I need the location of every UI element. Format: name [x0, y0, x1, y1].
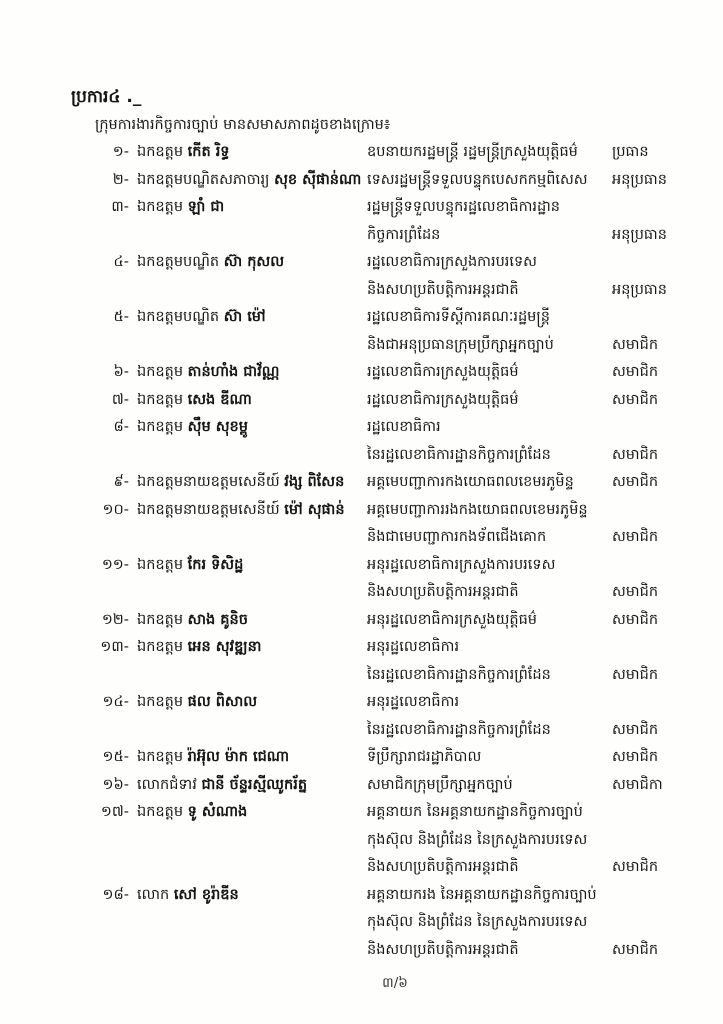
- member-title: ឯកឧត្តម: [137, 556, 184, 573]
- member-position: សមាជិក: [612, 529, 659, 545]
- member-identity: [95, 139, 367, 167]
- member-name: ទូ សំណាង: [187, 804, 248, 820]
- member-identity: [95, 497, 367, 525]
- page-number: ៣/៦: [382, 975, 408, 991]
- member-identity: [95, 304, 367, 332]
- member-position: សមាជិកា: [612, 776, 663, 793]
- member-role-line: អនុរដ្ឋលេខាធិការ: [367, 639, 460, 655]
- member-position: សមាជិក: [612, 666, 659, 683]
- member-name: កែរ ទិសិដ្ឋ: [187, 556, 244, 573]
- member-role: [367, 469, 610, 497]
- member-title: ឯកឧត្តមបណ្ឌិត: [137, 254, 220, 270]
- member-role: [367, 387, 610, 415]
- member-role-line: អគ្គមេបញ្ជាការកងយោធពលខេមរភូមិន្ទ: [367, 474, 574, 490]
- member-name: ឡាំ ជា: [187, 199, 225, 215]
- member-role: [367, 249, 610, 304]
- member-number: ១០-: [102, 501, 129, 518]
- member-position: សមាជិក: [612, 859, 659, 875]
- member-identity: [95, 387, 367, 415]
- member-row: [95, 882, 697, 965]
- member-position: សមាជិក: [612, 474, 659, 490]
- member-role-line: អគ្គមេបញ្ជាការរងកងយោធពលខេមរភូមិន្ទ: [367, 501, 588, 518]
- member-title: ឯកឧត្តម: [137, 749, 184, 765]
- member-number: ៥-: [113, 309, 129, 325]
- member-name: ផល ពិសាល: [187, 694, 258, 710]
- member-identity: [95, 634, 367, 662]
- member-role-line: និងសហប្រតិបត្តិការអន្តរជាតិ: [367, 859, 519, 875]
- member-number: ១២-: [101, 611, 129, 628]
- member-identity: [95, 359, 367, 387]
- member-role-line: រដ្ឋលេខាធិការក្រសួងយុត្តិធម៌: [367, 391, 519, 408]
- member-row: [95, 139, 697, 167]
- member-role-line: រដ្ឋលេខាធិការទីស្តីការគណៈរដ្ឋមន្ត្រី: [367, 309, 550, 325]
- member-name: តាន់ហាំង ជាវ័ណ្ណ: [187, 364, 280, 380]
- member-role-line: ឧបនាយករដ្ឋមន្ត្រី រដ្ឋមន្ត្រីក្រសួងយុត្តិធម៌: [367, 144, 578, 160]
- member-position: សមាជិក: [612, 446, 659, 463]
- member-row: [95, 359, 697, 387]
- member-title: ឯកឧត្តម: [137, 804, 184, 820]
- member-role-line: អគ្គនាយក នៃអគ្គនាយកដ្ឋានកិច្ចការច្បាប់: [367, 804, 583, 820]
- member-title: ឯកឧត្តម: [137, 364, 184, 380]
- intro-line: ក្រុមការងារកិច្ចការច្បាប់ មានសមាសភាពដូចខាងក្រោម៖: [95, 116, 391, 133]
- member-title: ឯកឧត្តម: [137, 391, 184, 408]
- member-number: ៣-: [111, 199, 129, 215]
- member-role-line: និងជាអនុប្រធានក្រុមប្រឹក្សាអ្នកច្បាប់: [367, 336, 554, 353]
- member-number: ១៤-: [102, 694, 129, 710]
- member-row: [95, 387, 697, 415]
- member-position: សមាជិក: [612, 721, 659, 738]
- member-role-line: និងជាមេបញ្ជាការកងទ័ពជើងគោក: [367, 529, 547, 545]
- member-title: ឯកឧត្តម: [137, 639, 184, 655]
- member-identity: [95, 249, 367, 277]
- member-position: អនុប្រធាន: [612, 226, 667, 243]
- member-number: ១៣-: [100, 639, 129, 655]
- member-position: សមាជិក: [612, 336, 659, 353]
- member-identity: [95, 552, 367, 580]
- member-title: ឯកឧត្តម: [137, 611, 184, 628]
- member-role: [367, 607, 610, 635]
- member-number: ១៧-: [100, 804, 129, 820]
- member-row: [95, 799, 697, 882]
- member-role-line: កុងស៊ុល និងព្រំដែន នៃក្រសួងការបរទេស: [367, 831, 588, 848]
- member-row: [95, 167, 697, 195]
- member-role-line: អនុរដ្ឋលេខាធិការក្រសួងយុត្តិធម៌: [367, 611, 537, 628]
- member-role-line: ទេសរដ្ឋមន្ត្រីទទួលបន្ទុកបេសកកម្មពិសេស: [367, 171, 588, 188]
- member-role-line: កុងស៊ុល និងព្រំដែន នៃក្រសួងការបរទេស: [367, 914, 588, 930]
- member-identity: [95, 772, 367, 800]
- member-row: [95, 249, 697, 304]
- member-role: [367, 414, 610, 469]
- member-role-line: រដ្ឋលេខាធិការ: [367, 419, 441, 435]
- member-role-line: និងសហប្រតិបត្តិការអន្តរជាតិ: [367, 281, 519, 298]
- member-position: ប្រធាន: [612, 144, 649, 160]
- member-role-line: នៃរដ្ឋលេខាធិការដ្ឋានកិច្ចការព្រំដែន: [367, 666, 551, 683]
- member-role-line: សមាជិកក្រុមប្រឹក្សាអ្នកច្បាប់: [367, 776, 513, 793]
- member-title: លោក: [137, 886, 170, 903]
- member-row: [95, 497, 697, 552]
- member-row: [95, 194, 697, 249]
- member-identity: [95, 882, 367, 910]
- member-identity: [95, 799, 367, 827]
- member-title: ឯកឧត្តម: [137, 694, 184, 710]
- member-role: [367, 799, 610, 882]
- member-role: [367, 139, 610, 167]
- member-identity: [95, 414, 367, 442]
- member-role: [367, 304, 610, 359]
- member-position: អនុប្រធាន: [612, 171, 667, 188]
- member-number: ៩-: [113, 474, 129, 490]
- member-row: [95, 469, 697, 497]
- member-name: សុខ ស៊ីផាន់ណា: [274, 171, 362, 188]
- member-position: សមាជិក: [612, 611, 659, 628]
- member-title: ឯកឧត្តម: [137, 199, 184, 215]
- member-role: [367, 634, 610, 689]
- member-name: រ៉ាអ៊ុល ម៉ាក ជេណា: [187, 749, 290, 765]
- member-title: លោកជំទាវ: [137, 776, 197, 793]
- member-name: ស៊ា ម៉ៅ: [223, 309, 266, 325]
- member-name: ម៉ៅ សុផាន់: [284, 501, 345, 518]
- member-position: សមាជិក: [612, 584, 659, 600]
- member-name: អេន សុវឌ្ឍនា: [187, 639, 262, 655]
- member-name: ស៊ា កុសល: [223, 254, 285, 270]
- member-role: [367, 359, 610, 387]
- member-identity: [95, 689, 367, 717]
- member-number: ១៥-: [102, 749, 129, 765]
- member-name: សាង គូនិច: [187, 611, 248, 628]
- member-name: ជានី ច័ន្ទរស្មីឈូករ័ត្ន: [201, 776, 308, 793]
- member-title: ឯកឧត្តមនាយឧត្តមសេនីយ៍: [137, 474, 280, 490]
- member-identity: [95, 194, 367, 222]
- member-role-line: រដ្ឋលេខាធិការក្រសួងយុត្តិធម៌: [367, 364, 519, 380]
- member-position: សមាជិក: [612, 749, 659, 765]
- member-role-line: អនុរដ្ឋលេខាធិការ: [367, 694, 460, 710]
- member-name: វង្ស ពិសែន: [284, 474, 345, 490]
- member-role: [367, 552, 610, 607]
- member-position: អនុប្រធាន: [612, 281, 667, 298]
- member-role-line: នៃរដ្ឋលេខាធិការដ្ឋានកិច្ចការព្រំដែន: [367, 721, 551, 738]
- member-number: ១៨-: [102, 886, 129, 903]
- member-title: ឯកឧត្តម: [137, 419, 184, 435]
- member-position: សមាជិក: [612, 364, 659, 380]
- member-role-line: អនុរដ្ឋលេខាធិការក្រសួងការបរទេស: [367, 556, 556, 573]
- member-identity: [95, 167, 367, 195]
- member-title: ឯកឧត្តម: [137, 144, 184, 160]
- member-row: [95, 607, 697, 635]
- member-number: ១១-: [101, 556, 129, 573]
- member-role-line: កិច្ចការព្រំដែន: [367, 226, 441, 243]
- member-number: ១៦-: [102, 776, 129, 793]
- member-role-line: រដ្ឋលេខាធិការក្រសួងការបរទេស: [367, 254, 537, 270]
- member-number: ៧-: [111, 391, 129, 408]
- member-number: ៤-: [113, 254, 129, 270]
- member-role: [367, 497, 610, 552]
- member-row: [95, 552, 697, 607]
- member-title: ឯកឧត្តមបណ្ឌិត: [137, 309, 220, 325]
- member-title: ឯកឧត្តមនាយឧត្តមសេនីយ៍: [137, 501, 280, 518]
- section-heading: ប្រការ៤ ._: [71, 87, 142, 107]
- member-position: សមាជិក: [612, 941, 659, 958]
- member-row: [95, 634, 697, 689]
- member-role: [367, 167, 610, 195]
- member-role-line: នៃរដ្ឋលេខាធិការដ្ឋានកិច្ចការព្រំដែន: [367, 446, 551, 463]
- member-name: សៅ ខូរ៉ាឌីន: [173, 886, 239, 903]
- member-number: ២-: [112, 171, 129, 188]
- member-role: [367, 689, 610, 744]
- member-name: កើត រិទ្ធ: [187, 144, 230, 160]
- member-role-line: ទីប្រឹក្សារាជរដ្ឋាភិបាល: [367, 749, 482, 765]
- member-role-line: រដ្ឋមន្ត្រីទទួលបន្ទុករដ្ឋលេខាធិការដ្ឋាន: [367, 199, 561, 215]
- member-row: [95, 304, 697, 359]
- member-role-line: និងសហប្រតិបត្តិការអន្តរជាតិ: [367, 941, 519, 958]
- member-row: [95, 414, 697, 469]
- member-role: [367, 772, 610, 800]
- members-list: [95, 139, 697, 964]
- member-role: [367, 194, 610, 249]
- member-name: ស៊ឹម សុខម្ពូ: [187, 419, 248, 435]
- member-row: [95, 744, 697, 772]
- member-row: [95, 689, 697, 744]
- member-identity: [95, 744, 367, 772]
- member-number: ៦-: [113, 364, 129, 380]
- member-number: ៨-: [113, 419, 129, 435]
- member-role: [367, 882, 610, 965]
- member-name: សេង ឌីណា: [187, 391, 252, 408]
- member-row: [95, 772, 697, 800]
- member-role-line: អគ្គនាយករង នៃអគ្គនាយកដ្ឋានកិច្ចការច្បាប់: [367, 886, 597, 903]
- member-role-line: និងសហប្រតិបត្តិការអន្តរជាតិ: [367, 584, 519, 600]
- member-identity: [95, 607, 367, 635]
- member-number: ១-: [112, 144, 129, 160]
- member-role: [367, 744, 610, 772]
- member-position: សមាជិក: [612, 391, 659, 408]
- member-title: ឯកឧត្តមបណ្ឌិតសភាចារ្យ: [137, 171, 270, 188]
- member-identity: [95, 469, 367, 497]
